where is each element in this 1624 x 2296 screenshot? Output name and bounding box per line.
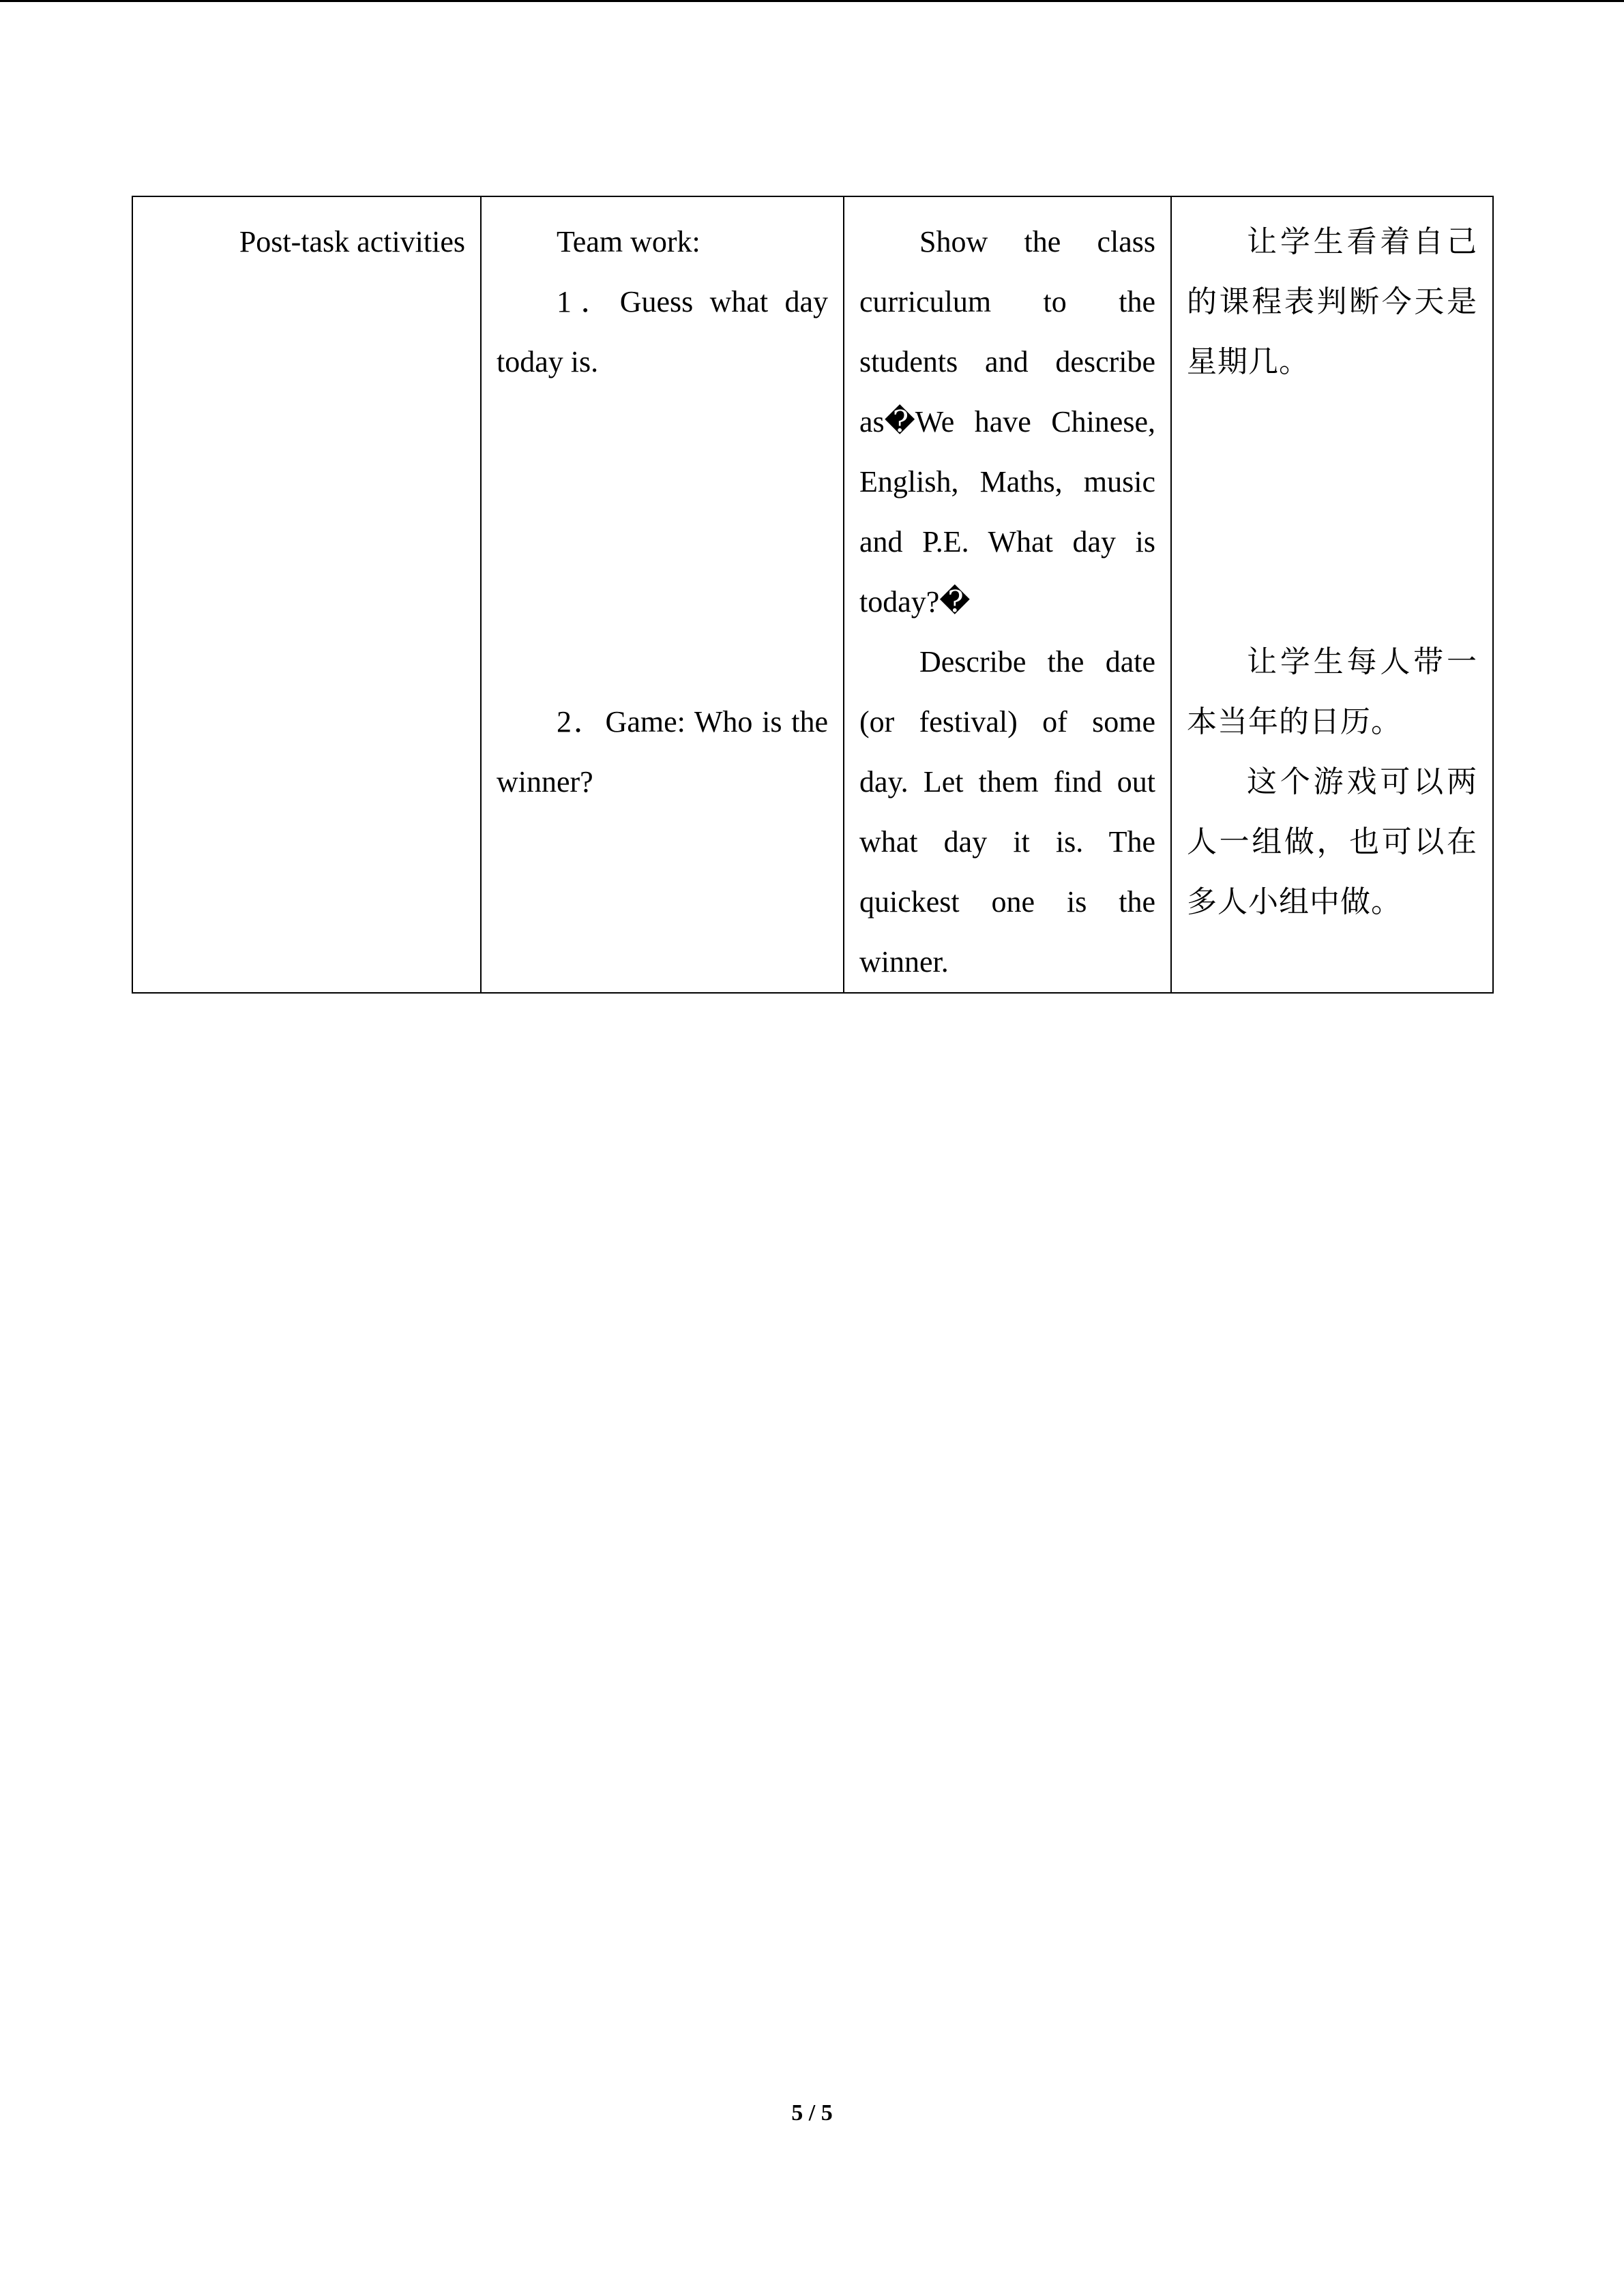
- team-work-heading: Team work:: [557, 225, 700, 258]
- student-activity-cell: [481, 196, 844, 993]
- notes-para-3: 这个游戏可以两人一组做，也可以在多人小组中做。: [1187, 764, 1477, 919]
- notes-para-2: 让学生每人带一本当年的日历。: [1187, 644, 1477, 739]
- activity-item-1: 1．Guess what day today is.: [497, 285, 828, 378]
- teacher-activity-cell: [844, 196, 1171, 993]
- spacer: [1187, 392, 1477, 632]
- stage-cell: [132, 196, 481, 993]
- page-number: 5 / 5: [791, 2100, 833, 2126]
- notes-cell: [1171, 196, 1493, 993]
- table-row: [132, 196, 1493, 993]
- stage-label: Post-task activities: [239, 225, 465, 258]
- teacher-activity-para-2: Describe the date (or festival) of some day. Let them find out what day it is. The quickest one is the winner.: [859, 645, 1155, 979]
- lesson-plan-table: [132, 196, 1494, 994]
- teacher-activity-para-1: Show the class curriculum to the students and describe as�We have Chinese, English, Maths, music and P.E. What day is today?�: [859, 225, 1155, 618]
- notes-para-1: 让学生看着自己的课程表判断今天是星期几。: [1187, 224, 1477, 379]
- spacer: [497, 392, 828, 692]
- top-border-rule: [0, 0, 1624, 2]
- activity-item-2: 2．Game: Who is the winner?: [497, 705, 828, 799]
